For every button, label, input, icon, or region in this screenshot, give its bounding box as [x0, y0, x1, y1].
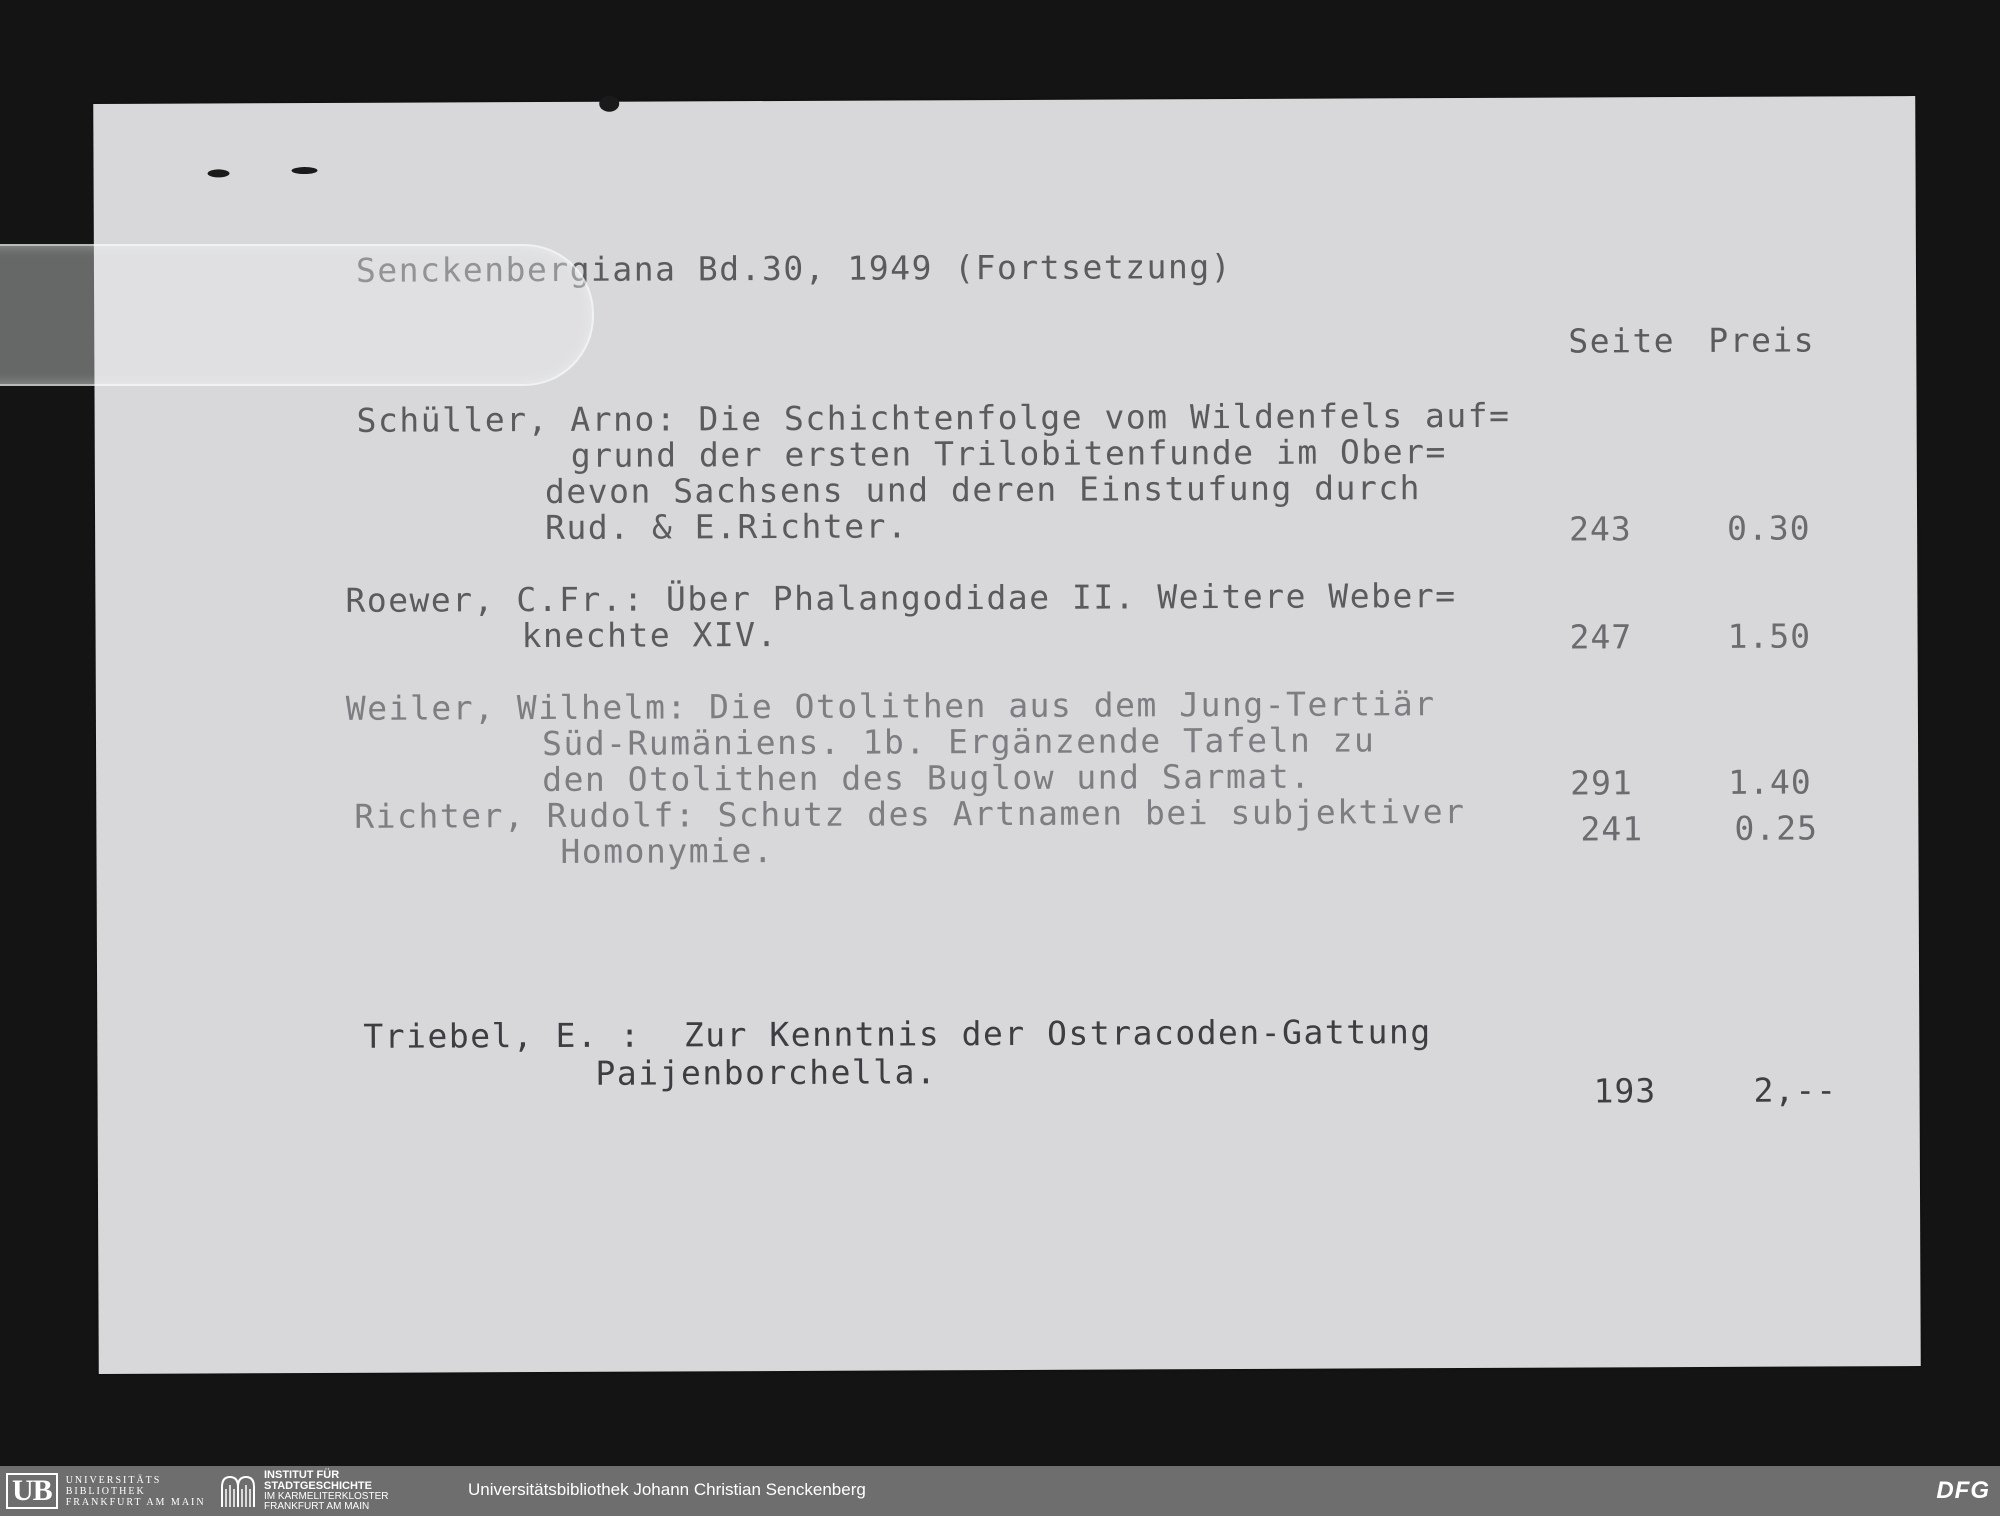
- entry-price: 0.25: [1734, 808, 1818, 848]
- entry-line: Rud. & E.Richter.: [545, 506, 909, 548]
- card-heading: Senckenbergiana Bd.30, 1949 (Fortsetzung): [355, 247, 1233, 290]
- entry-page: 241: [1580, 809, 1644, 849]
- entry-line: Richter, Rudolf: Schutz des Artnamen bei subjektiver: [354, 792, 1466, 836]
- dfg-logo[interactable]: DFG: [1936, 1477, 1990, 1504]
- punch-mark: [208, 169, 230, 177]
- column-header-price: Preis: [1708, 320, 1816, 360]
- entry-page: 193: [1593, 1071, 1657, 1111]
- institut-stadtgeschichte-logo[interactable]: [218, 1469, 389, 1512]
- entry-line: Paijenborchella.: [595, 1052, 938, 1093]
- entry-page: 243: [1569, 509, 1632, 549]
- entry-line: knechte XIV.: [521, 614, 779, 656]
- ub-logo-line: UNIVERSITÄTS: [65, 1474, 162, 1486]
- church-arches-icon: [218, 1473, 258, 1509]
- footer-bar: [0, 1466, 2000, 1516]
- entry-price: 1.50: [1727, 616, 1812, 656]
- entry-page: 291: [1570, 763, 1633, 803]
- plastic-page-marker: [0, 244, 594, 386]
- entry-line: Homonymie.: [560, 831, 775, 871]
- institute-logo-line: STADTGESCHICHTE: [264, 1480, 372, 1492]
- entry-line: Weiler, Wilhelm: Die Otolithen aus dem Jung-Tertiär: [345, 684, 1436, 728]
- ub-logo-line: FRANKFURT AM MAIN: [65, 1496, 206, 1508]
- entry-line: Triebel, E. : Zur Kenntnis der Ostracoden-Gattung: [363, 1012, 1432, 1056]
- library-name: Universitätsbibliothek Johann Christian Senckenberg: [468, 1480, 866, 1499]
- punch-mark: [292, 167, 318, 174]
- entry-line: Süd-Rumäniens. 1b. Ergänzende Tafeln zu: [541, 720, 1376, 764]
- entry-line: Roewer, C.Fr.: Über Phalangodidae II. Weitere Weber=: [345, 576, 1457, 620]
- institute-logo-line: FRANKFURT AM MAIN: [264, 1501, 370, 1512]
- ub-frankfurt-logo[interactable]: [6, 1472, 206, 1510]
- punch-hole: [599, 96, 619, 112]
- entry-line: devon Sachsens und deren Einstufung durch: [544, 468, 1422, 512]
- ub-logo-mark: UB: [6, 1473, 58, 1509]
- ub-logo-line: BIBLIOTHEK: [65, 1485, 146, 1497]
- column-header-page: Seite: [1568, 321, 1676, 361]
- institute-logo-line: IM KARMELITERKLOSTER: [264, 1491, 389, 1502]
- ub-logo-text: [66, 1475, 206, 1508]
- entry-line: grund der ersten Trilobitenfunde im Ober=: [570, 432, 1447, 475]
- institute-logo-line: INSTITUT FÜR: [264, 1469, 340, 1481]
- entry-price: 0.30: [1727, 508, 1811, 548]
- entry-price: 2,--: [1753, 1070, 1838, 1110]
- institute-logo-text: [264, 1470, 388, 1512]
- entry-line: Schüller, Arno: Die Schichtenfolge vom Wildenfels auf=: [356, 395, 1511, 440]
- entry-page: 247: [1569, 617, 1633, 657]
- entry-price: 1.40: [1728, 762, 1812, 802]
- entry-line: den Otolithen des Buglow und Sarmat.: [542, 756, 1312, 800]
